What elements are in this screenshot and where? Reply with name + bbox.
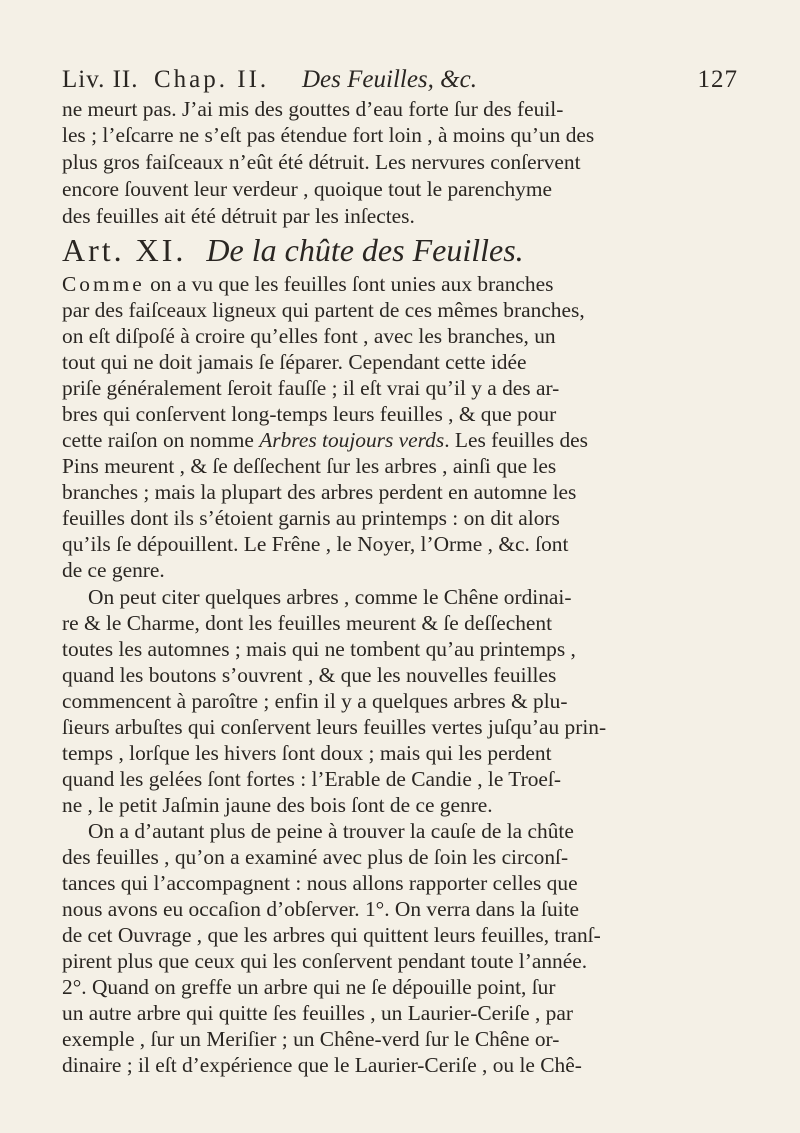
paragraph-first-line	[62, 270, 740, 298]
text-line: pirent plus que ceux qui les conſervent pendant toute l’année.	[62, 949, 588, 973]
text-line: quand les gelées ſont fortes : l’Erable de Candie , le Troeſ-	[62, 767, 561, 791]
text-line: des feuilles , qu’on a examiné avec plus de ſoin les circonſ-	[62, 845, 569, 869]
paragraph-first-line: On a d’autant plus de peine à trouver la cauſe de la chûte	[88, 819, 574, 843]
first-line-rest: on a vu que les feuilles ſont unies aux branches	[144, 272, 554, 296]
text-line: les ; l’eſcarre ne s’eſt pas étendue fort loin , à moins qu’un des	[62, 123, 595, 147]
opening-word: Comme	[62, 272, 145, 296]
text-line: temps , lorſque les hivers ſont doux ; mais qui les perdent	[62, 741, 552, 765]
text-line: feuilles dont ils s’étoient garnis au printemps : on dit alors	[62, 506, 560, 530]
italic-term: Arbres toujours verds	[259, 428, 445, 452]
text-line: Pins meurent , & ſe deſſechent ſur les arbres , ainſi que les	[62, 454, 557, 478]
paragraph-first-line: On peut citer quelques arbres , comme le Chêne ordinai-	[88, 585, 572, 609]
text-line: tout qui ne doit jamais ſe ſéparer. Cependant cette idée	[62, 350, 527, 374]
text-line: 2°. Quand on greffe un arbre qui ne ſe dépouille point, ſur	[62, 975, 556, 999]
text-line: des feuilles ait été détruit par les inſectes.	[62, 204, 415, 228]
article-label: Art. XI.	[62, 232, 187, 268]
text-line: encore ſouvent leur verdeur , quoique tout le parenchyme	[62, 177, 553, 201]
running-title: Des Feuilles, &c.	[302, 66, 477, 93]
text-line: nous avons eu occaſion d’obſerver. 1°. On verra dans la ſuite	[62, 897, 580, 921]
text-line: un autre arbre qui quitte ſes feuilles , un Laurier-Ceriſe , par	[62, 1001, 573, 1025]
text-line: qu’ils ſe dépouillent. Le Frêne , le Noyer, l’Orme , &c. ſont	[62, 532, 569, 556]
text-line: priſe généralement ſeroit fauſſe ; il eſt vrai qu’il y a des ar-	[62, 376, 560, 400]
chapter-number: Chap. II.	[154, 66, 270, 93]
text-line: bres qui conſervent long-temps leurs feuilles , & que pour	[62, 402, 557, 426]
page-number: 127	[697, 66, 738, 93]
text-line: ſieurs arbuſtes qui conſervent leurs feuilles vertes juſqu’au prin-	[62, 715, 607, 739]
text-line: branches ; mais la plupart des arbres perdent en automne les	[62, 480, 577, 504]
text-line: exemple , ſur un Meriſier ; un Chêne-verd ſur le Chêne or-	[62, 1027, 560, 1051]
text-line: de ce genre.	[62, 558, 165, 582]
text-line: commencent à paroître ; enfin il y a quelques arbres & plu-	[62, 689, 568, 713]
text-line	[62, 426, 740, 454]
article-heading	[62, 230, 740, 270]
text-line: tances qui l’accompagnent : nous allons rapporter celles que	[62, 871, 578, 895]
text-line: par des faiſceaux ligneux qui partent de ces mêmes branches,	[62, 298, 585, 322]
text-line: ne , le petit Jaſmin jaune des bois ſont de ce genre.	[62, 793, 493, 817]
text-line: ne meurt pas. J’ai mis des gouttes d’eau forte ſur des feuil-	[62, 97, 564, 121]
text-line: plus gros faiſceaux n’eût été détruit. Les nervures conſervent	[62, 150, 581, 174]
text-line: toutes les automnes ; mais qui ne tombent qu’au printemps ,	[62, 637, 576, 661]
text-line: re & le Charme, dont les feuilles meurent & ſe deſſechent	[62, 611, 553, 635]
book-number: Liv. II.	[62, 66, 139, 93]
text-line: de cet Ouvrage , que les arbres qui quittent leurs feuilles, tranſ-	[62, 923, 601, 947]
article-title: De la chûte des Feuilles.	[206, 232, 524, 268]
line-segment: cette raiſon on nomme	[62, 428, 260, 452]
text-line: quand les boutons s’ouvrent , & que les nouvelles feuilles	[62, 663, 557, 687]
text-line: dinaire ; il eſt d’expérience que le Laurier-Ceriſe , ou le Chê-	[62, 1053, 582, 1077]
line-segment: . Les feuilles des	[444, 428, 588, 452]
text-line: on eſt diſpoſé à croire qu’elles font , avec les branches, un	[62, 324, 556, 348]
